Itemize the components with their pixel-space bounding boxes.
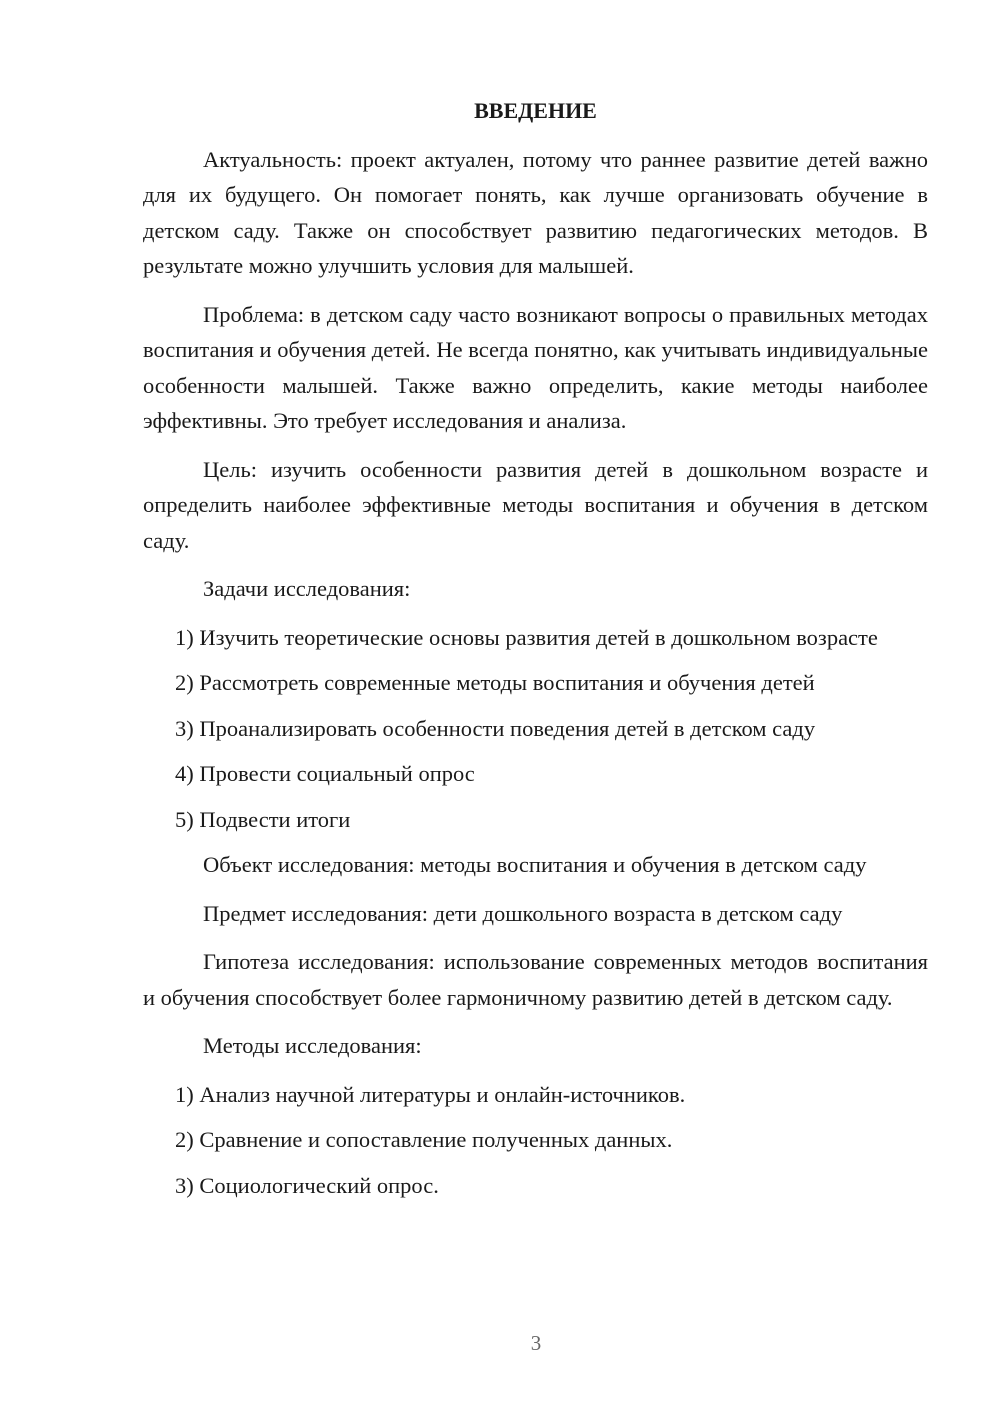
page-content xyxy=(143,93,928,1213)
section-title: ВВЕДЕНИЕ xyxy=(474,98,597,123)
task-item: 4) Провести социальный опрос xyxy=(175,761,475,786)
method-item: 2) Сравнение и сопоставление полученных данных. xyxy=(175,1127,673,1152)
subject-paragraph: Предмет исследования: дети дошкольного возраста в детском саду xyxy=(203,900,843,926)
problem-paragraph: Проблема: в детском саду часто возникают вопросы о правильных методах воспитания и обучения детей. Не всегда понятно, как учитывать индивидуальные особенности малышей. Также важно определить, какие методы наиболее эффективны. Это требует исследования и анализа. xyxy=(143,301,928,433)
method-item: 1) Анализ научной литературы и онлайн-источников. xyxy=(175,1081,686,1107)
task-item: 1) Изучить теоретические основы развития детей в дошкольном возрасте xyxy=(175,624,878,650)
object-paragraph: Объект исследования: методы воспитания и обучения в детском саду xyxy=(203,852,867,877)
goal-paragraph: Цель: изучить особенности развития детей в дошкольном возрасте и определить наиболее эффективные методы воспитания и обучения в детском саду. xyxy=(143,456,928,553)
methods-heading: Методы исследования: xyxy=(203,1033,422,1058)
hypothesis-paragraph: Гипотеза исследования: использование современных методов воспитания и обучения способствует более гармоничному развитию детей в детском саду. xyxy=(143,949,928,1010)
page-number: 3 xyxy=(530,1331,542,1355)
method-item: 3) Социологический опрос. xyxy=(175,1172,439,1198)
task-item: 5) Подвести итоги xyxy=(175,806,351,832)
task-item: 3) Проанализировать особенности поведения детей в детском саду xyxy=(175,715,816,741)
relevance-paragraph: Актуальность: проект актуален, потому что раннее развитие детей важно для их будущего. Он помогает понять, как лучше организовать обучение в детском саду. Также он способствует развитию педагогических методов. В результате можно улучшить условия для малышей. xyxy=(143,146,928,278)
tasks-heading: Задачи исследования: xyxy=(203,576,411,601)
task-item: 2) Рассмотреть современные методы воспитания и обучения детей xyxy=(175,670,815,695)
